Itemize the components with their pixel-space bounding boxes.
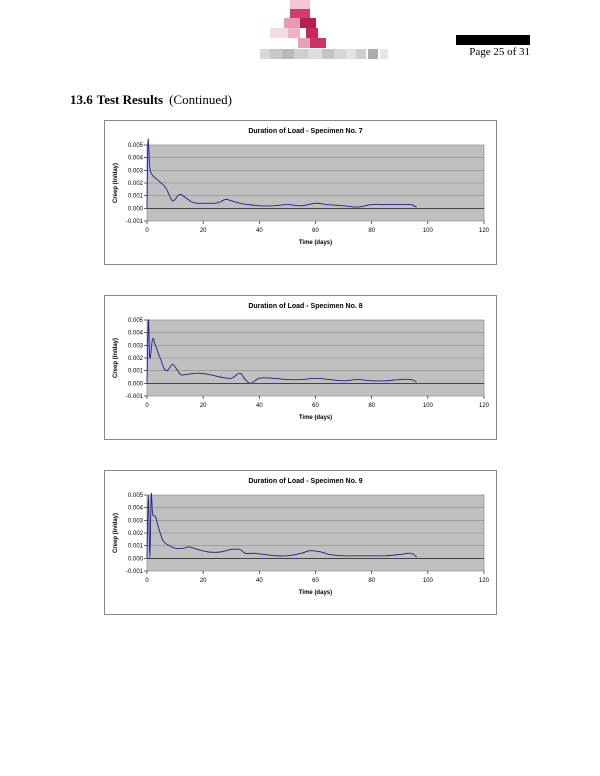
x-tick-label: 80 xyxy=(368,403,376,409)
y-tick-label: 0.002 xyxy=(127,181,143,187)
y-tick-label: -0.001 xyxy=(125,569,143,575)
chart-svg xyxy=(105,471,496,614)
y-tick-label: 0.004 xyxy=(127,155,143,162)
x-axis-label: Time (days) xyxy=(298,415,333,421)
y-tick-label: 0.005 xyxy=(127,493,143,499)
chart-title: Duration of Load - Specimen No. 9 xyxy=(248,478,363,485)
page-number: Page 25 of 31 xyxy=(469,46,530,58)
redaction-bar xyxy=(456,35,530,45)
chart-title: Duration of Load - Specimen No. 7 xyxy=(248,128,363,135)
chart-specimen-7 xyxy=(104,120,497,265)
x-tick-label: 20 xyxy=(199,403,207,409)
y-tick-label: 0.004 xyxy=(127,330,143,337)
x-tick-label: 120 xyxy=(478,578,490,584)
y-tick-label: 0.002 xyxy=(127,531,143,537)
y-tick-label: 0.000 xyxy=(127,206,143,213)
y-tick-label: 0.004 xyxy=(127,505,143,512)
x-tick-label: 0 xyxy=(145,228,149,234)
section-title: Test Results xyxy=(96,92,164,107)
y-tick-label: 0.005 xyxy=(127,318,143,324)
y-tick-label: -0.001 xyxy=(125,394,143,400)
y-tick-label: 0.001 xyxy=(127,543,143,550)
x-tick-label: 100 xyxy=(422,403,433,409)
y-axis-label: Creep (in/day) xyxy=(113,162,119,204)
x-tick-label: 40 xyxy=(255,403,263,409)
y-tick-label: 0.003 xyxy=(127,518,143,525)
x-tick-label: 40 xyxy=(255,578,263,584)
y-tick-label: 0.003 xyxy=(127,343,143,350)
y-tick-label: -0.001 xyxy=(125,219,143,225)
x-axis-label: Time (days) xyxy=(298,240,333,246)
x-tick-label: 120 xyxy=(478,403,490,409)
x-tick-label: 80 xyxy=(368,228,376,234)
organization-logo xyxy=(258,0,394,62)
x-tick-label: 120 xyxy=(478,228,490,234)
x-tick-label: 60 xyxy=(312,403,319,409)
y-tick-label: 0.003 xyxy=(127,168,143,175)
x-tick-label: 20 xyxy=(199,228,207,234)
section-continued: (Continued) xyxy=(169,92,232,107)
chart-svg xyxy=(105,121,496,264)
y-tick-label: 0.000 xyxy=(127,556,143,563)
x-tick-label: 40 xyxy=(255,228,263,234)
x-tick-label: 60 xyxy=(312,228,319,234)
y-axis-label: Creep (in/day) xyxy=(113,512,119,554)
x-axis-label: Time (days) xyxy=(298,590,333,596)
chart-specimen-9 xyxy=(104,470,497,615)
y-tick-label: 0.005 xyxy=(127,143,143,149)
x-tick-label: 60 xyxy=(312,578,319,584)
section-heading xyxy=(70,92,232,108)
y-tick-label: 0.000 xyxy=(127,381,143,388)
x-tick-label: 100 xyxy=(422,228,433,234)
chart-specimen-8 xyxy=(104,295,497,440)
x-tick-label: 80 xyxy=(368,578,376,584)
x-tick-label: 20 xyxy=(199,578,207,584)
y-tick-label: 0.001 xyxy=(127,368,143,375)
x-tick-label: 0 xyxy=(145,403,149,409)
x-tick-label: 0 xyxy=(145,578,149,584)
chart-svg xyxy=(105,296,496,439)
y-axis-label: Creep (in/day) xyxy=(113,337,119,379)
x-tick-label: 100 xyxy=(422,578,433,584)
y-tick-label: 0.001 xyxy=(127,193,143,200)
chart-title: Duration of Load - Specimen No. 8 xyxy=(248,303,363,310)
y-tick-label: 0.002 xyxy=(127,356,143,362)
section-number: 13.6 xyxy=(70,92,93,107)
